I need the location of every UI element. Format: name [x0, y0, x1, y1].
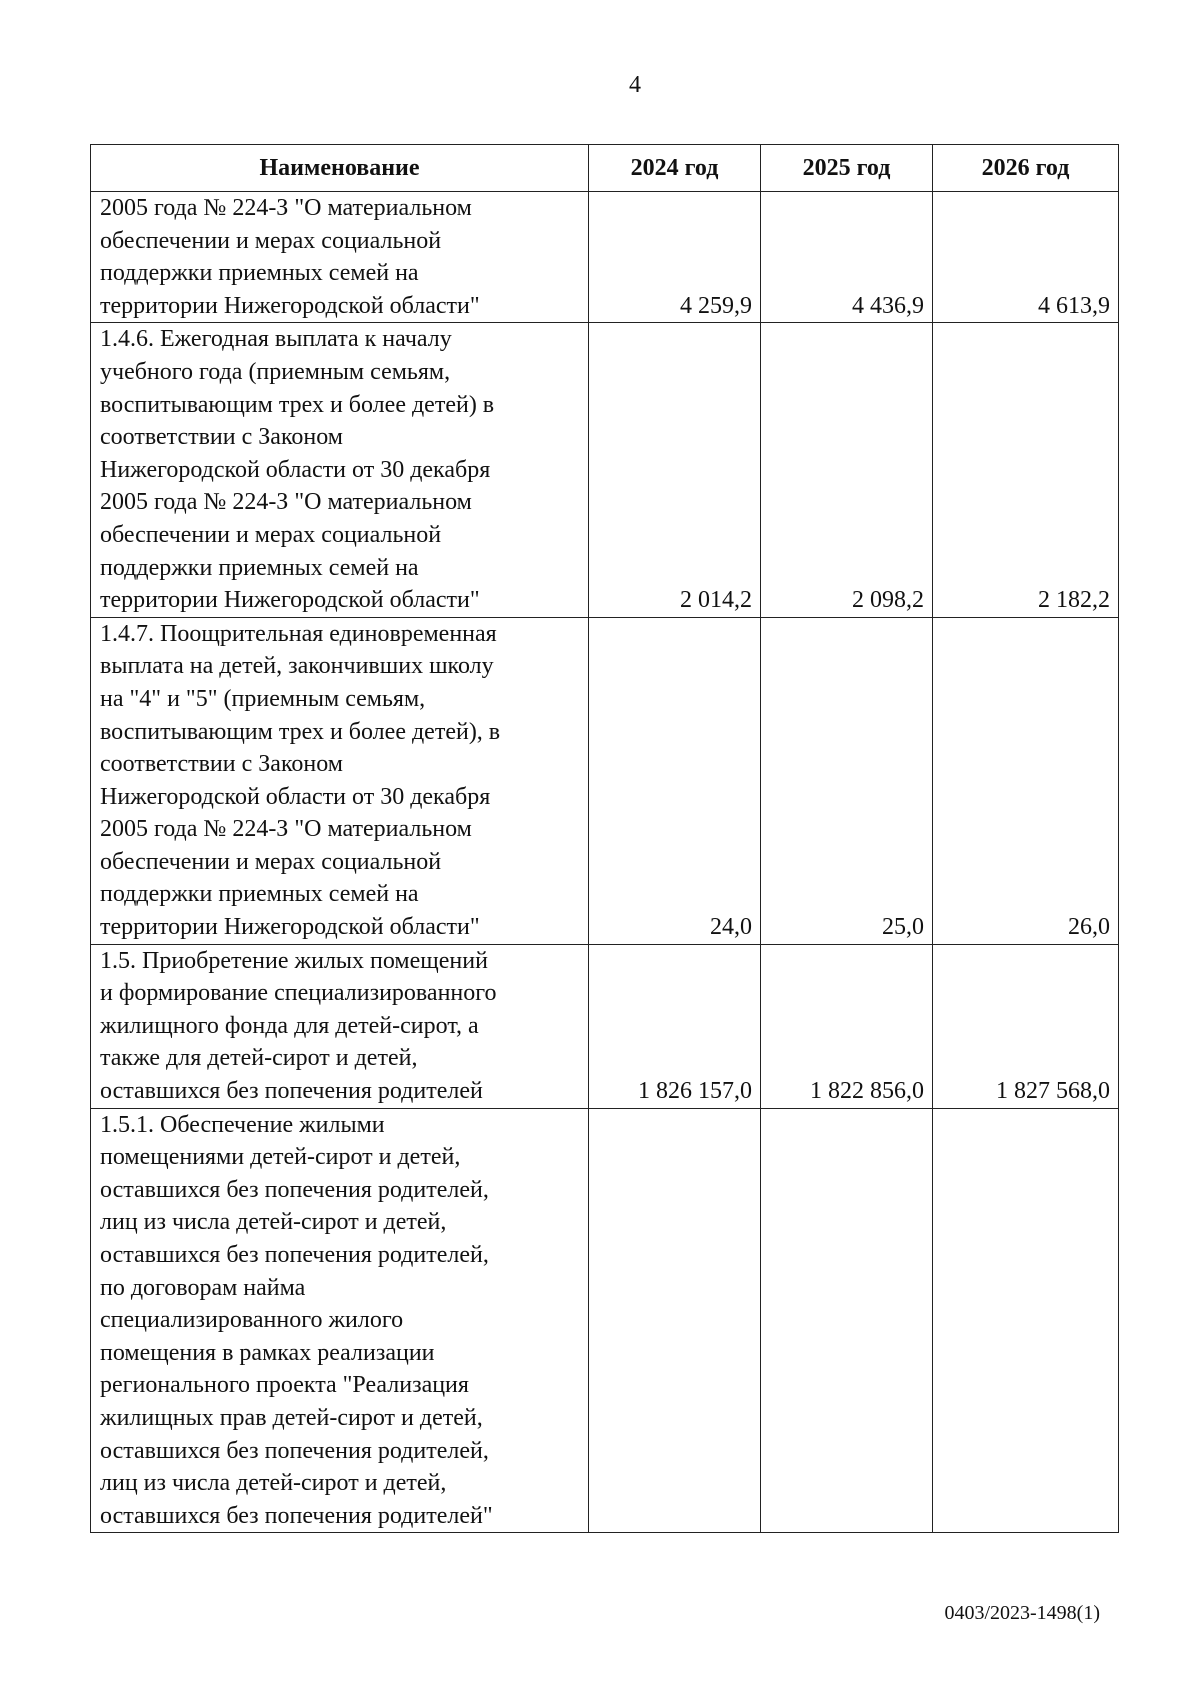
header-2025: 2025 год: [761, 145, 933, 192]
table-header-row: [91, 145, 1119, 192]
header-name: Наименование: [91, 145, 589, 192]
row-name: 1.5. Приобретение жилых помещений и формирование специализированного жилищного фонда для детей-сирот, а также для детей-сирот и детей, оставшихся без попечения родителей: [91, 944, 589, 1108]
value-2026: [933, 1108, 1119, 1533]
value-2026: 26,0: [933, 617, 1119, 944]
budget-table: [90, 144, 1119, 1533]
row-name: 2005 года № 224-З "О материальном обеспечении и мерах социальной поддержки приемных семей на территории Нижегородской области": [91, 192, 589, 323]
table-row: [91, 617, 1119, 944]
header-2026: 2026 год: [933, 145, 1119, 192]
value-2026: 4 613,9: [933, 192, 1119, 323]
value-2024: [589, 1108, 761, 1533]
value-2026: 1 827 568,0: [933, 944, 1119, 1108]
value-2025: [761, 1108, 933, 1533]
value-2024: 24,0: [589, 617, 761, 944]
table-row: [91, 192, 1119, 323]
table-row: [91, 1108, 1119, 1533]
row-name: 1.4.7. Поощрительная единовременная выплата на детей, закончивших школу на "4" и "5" (приемным семьям, воспитывающим трех и более детей), в соответствии с Законом Нижегородской области от 30 декабря 2005 года № 224-З "О материальном обеспечении и мерах социальной поддержки приемных семей на территории Нижегородской области": [91, 617, 589, 944]
row-name: 1.4.6. Ежегодная выплата к началу учебного года (приемным семьям, воспитывающим трех и более детей) в соответствии с Законом Нижегородской области от 30 декабря 2005 года № 224-З "О материальном обеспечении и мерах социальной поддержки приемных семей на территории Нижегородской области": [91, 323, 589, 617]
value-2024: 4 259,9: [589, 192, 761, 323]
value-2025: 1 822 856,0: [761, 944, 933, 1108]
value-2025: 25,0: [761, 617, 933, 944]
value-2026: 2 182,2: [933, 323, 1119, 617]
value-2024: 2 014,2: [589, 323, 761, 617]
value-2024: 1 826 157,0: [589, 944, 761, 1108]
document-code: 0403/2023-1498(1): [944, 1602, 1100, 1624]
page-number: 4: [629, 72, 641, 98]
table-row: [91, 944, 1119, 1108]
table-row: [91, 323, 1119, 617]
row-name: 1.5.1. Обеспечение жилыми помещениями детей-сирот и детей, оставшихся без попечения родителей, лиц из числа детей-сирот и детей, оставшихся без попечения родителей, по договорам найма специализированного жилого помещения в рамках реализации регионального проекта "Реализация жилищных прав детей-сирот и детей, оставшихся без попечения родителей, лиц из числа детей-сирот и детей, оставшихся без попечения родителей": [91, 1108, 589, 1533]
header-2024: 2024 год: [589, 145, 761, 192]
value-2025: 2 098,2: [761, 323, 933, 617]
value-2025: 4 436,9: [761, 192, 933, 323]
